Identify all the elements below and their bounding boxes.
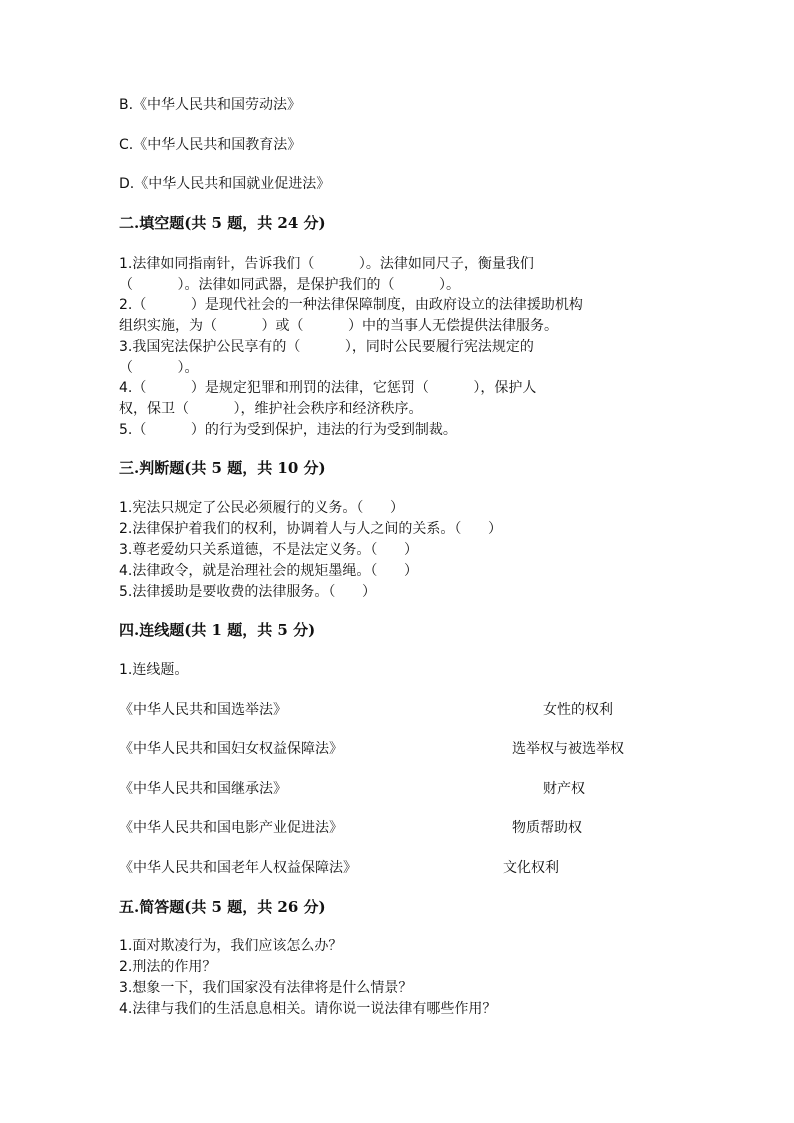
fill-blank-line: 权，保卫（ ），维护社会秩序和经济秩序。: [119, 401, 423, 417]
section-heading-true-false: 三.判断题(共 5 题，共 10 分): [119, 459, 326, 477]
short-answer-question: 3.想象一下，我们国家没有法律将是什么情景？: [119, 980, 413, 996]
fill-blank-line: 组织实施，为（ ）或（ ）中的当事人无偿提供法律服务。: [119, 318, 559, 334]
matching-right-item: 女性的权利: [543, 702, 613, 718]
true-false-item: 2.法律保护着我们的权利，协调着人与人之间的关系。（ ）: [119, 521, 503, 537]
true-false-item: 1.宪法只规定了公民必须履行的义务。（ ）: [119, 500, 405, 516]
fill-blank-line: 5.（ ）的行为受到保护，违法的行为受到制裁。: [119, 422, 457, 438]
option-c: C.《中华人民共和国教育法》: [119, 137, 302, 153]
matching-right-item: 财产权: [543, 781, 585, 797]
matching-left-item: 《中华人民共和国继承法》: [119, 781, 287, 797]
option-b: B.《中华人民共和国劳动法》: [119, 97, 302, 113]
matching-left-item: 《中华人民共和国电影产业促进法》: [119, 820, 343, 836]
matching-left-item: 《中华人民共和国选举法》: [119, 702, 287, 718]
fill-blank-line: （ ）。法律如同武器，是保护我们的（ ）。: [119, 277, 461, 293]
matching-right-item: 物质帮助权: [512, 820, 582, 836]
short-answer-question: 4.法律与我们的生活息息相关。请你说一说法律有哪些作用？: [119, 1001, 497, 1017]
section-heading-matching: 四.连线题(共 1 题，共 5 分): [119, 621, 316, 639]
fill-blank-line: 3.我国宪法保护公民享有的（ ），同时公民要履行宪法规定的: [119, 339, 534, 355]
true-false-item: 4.法律政令，就是治理社会的规矩墨绳。（ ）: [119, 563, 419, 579]
fill-blank-line: 1.法律如同指南针，告诉我们（ ）。法律如同尺子，衡量我们: [119, 256, 534, 272]
section-heading-short-answer: 五.简答题(共 5 题，共 26 分): [119, 898, 326, 916]
matching-right-item: 文化权利: [503, 860, 559, 876]
short-answer-question: 1.面对欺凌行为，我们应该怎么办？: [119, 938, 343, 954]
option-d: D.《中华人民共和国就业促进法》: [119, 176, 331, 192]
true-false-item: 5.法律援助是要收费的法律服务。（ ）: [119, 584, 377, 600]
fill-blank-line: 4.（ ）是规定犯罪和刑罚的法律，它惩罚（ ），保护人: [119, 380, 537, 396]
section-heading-fill-blank: 二.填空题(共 5 题，共 24 分): [119, 214, 326, 232]
matching-question: 1.连线题。: [119, 662, 189, 678]
short-answer-question: 2.刑法的作用？: [119, 959, 217, 975]
fill-blank-line: 2.（ ）是现代社会的一种法律保障制度，由政府设立的法律援助机构: [119, 297, 583, 313]
matching-left-item: 《中华人民共和国老年人权益保障法》: [119, 860, 357, 876]
matching-left-item: 《中华人民共和国妇女权益保障法》: [119, 741, 343, 757]
matching-right-item: 选举权与被选举权: [512, 741, 624, 757]
true-false-item: 3.尊老爱幼只关系道德，不是法定义务。（ ）: [119, 542, 419, 558]
fill-blank-line: （ ）。: [119, 360, 199, 376]
